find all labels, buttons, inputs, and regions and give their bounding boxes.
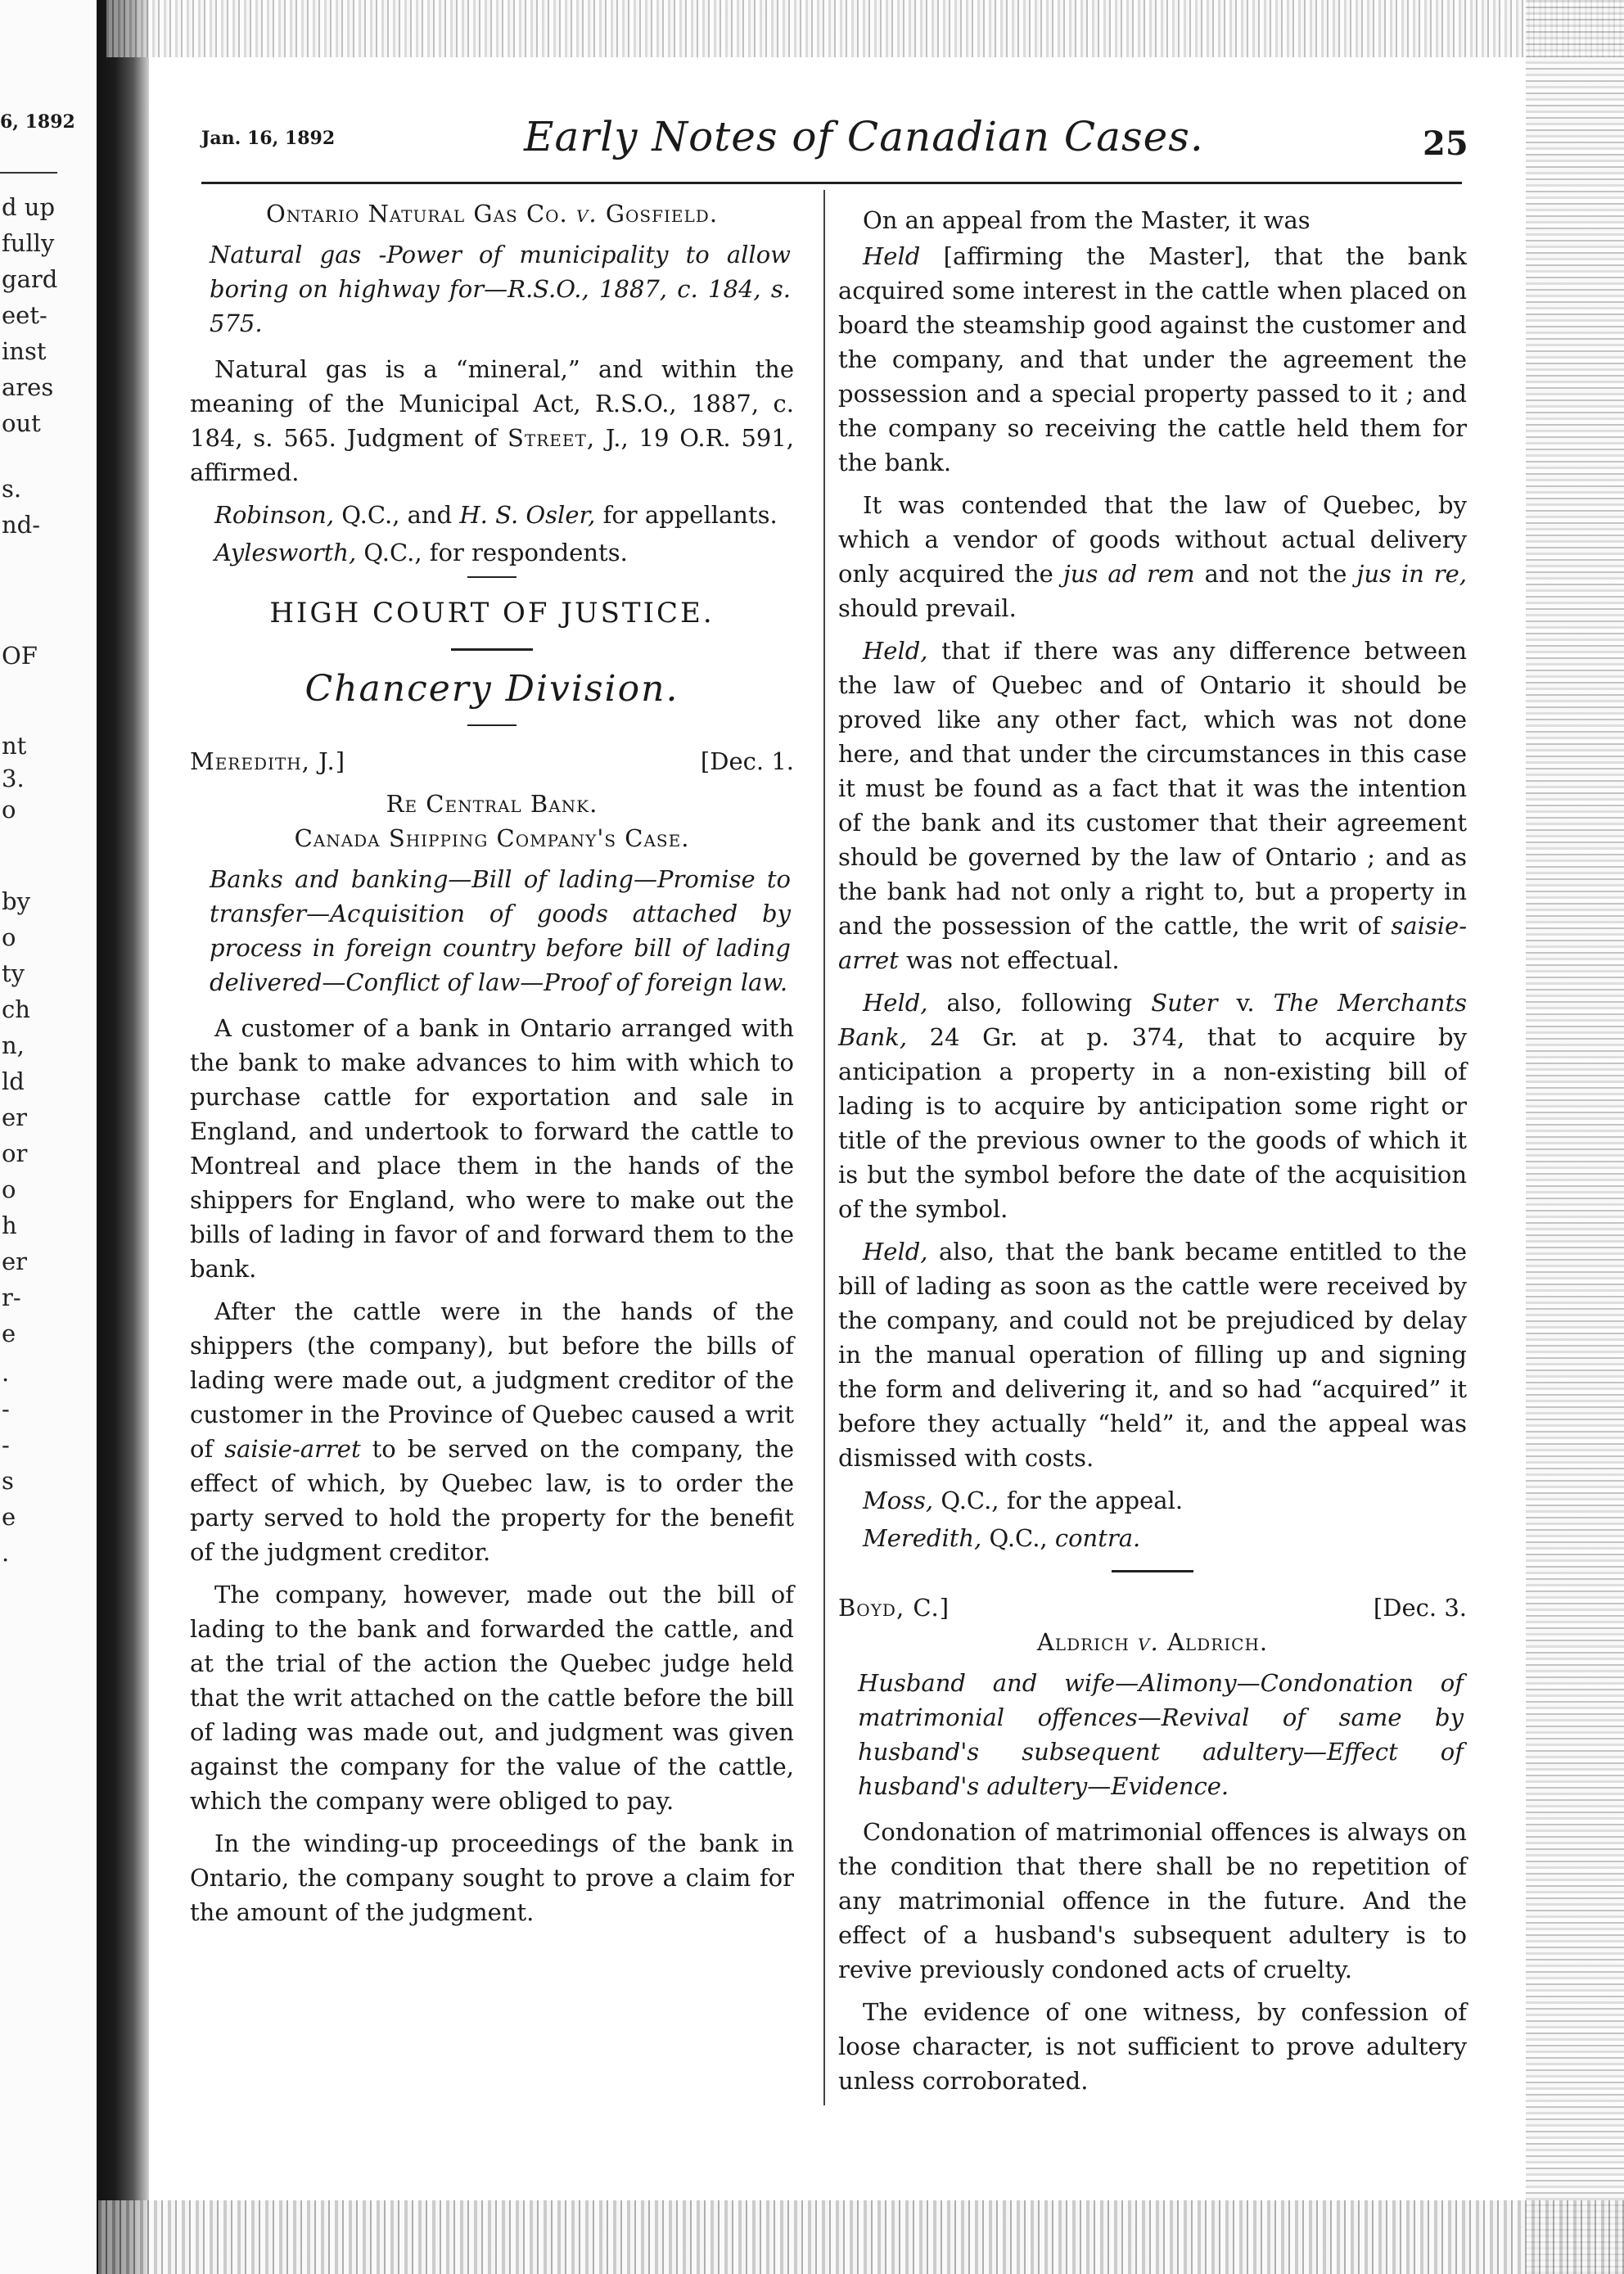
judge-name: Meredith, J.] [190, 747, 346, 775]
section-rule [1112, 1570, 1193, 1572]
section-rule [467, 724, 517, 726]
fragment-line: d up [2, 193, 56, 221]
fragment-line: e [2, 1503, 16, 1531]
decision-date: [Dec. 3. [1373, 1594, 1467, 1622]
issue-date: Jan. 16, 1892 [201, 128, 336, 149]
case-paragraph: It was contended that the law of Quebec, by which a vendor of goods without actual delivery only acquired the jus ad rem and not the jus in re, should prevail. [838, 491, 1468, 622]
fragment-line: r- [2, 1284, 21, 1311]
header-rule [201, 182, 1462, 184]
case-paragraph: In the winding-up proceedings of the bank in Ontario, the company sought to prove a claim for the amount of the judgment. [190, 1830, 794, 1926]
fragment-line: by [2, 887, 30, 915]
case-paragraph: After the cattle were in the hands of the shippers (the company), but before the bills of lading were made out, a judgment creditor of the customer in the Province of Quebec caused a writ of saisie-arret to be served on the company, the effect of which, by Quebec law, is to order the party served to hold the property for the benefit of the judgment creditor. [190, 1297, 795, 1566]
fragment-line: . [2, 1359, 10, 1387]
counsel-line: Robinson, Q.C., and H. S. Osler, for appellants. [214, 501, 778, 529]
fragment-line: o [2, 1175, 16, 1203]
fragment-line: ty [2, 959, 25, 987]
fragment-line: ch [2, 995, 30, 1023]
fragment-line: ares [2, 373, 54, 401]
fragment-line: h [2, 1211, 17, 1239]
fragment-line: n, [2, 1031, 25, 1059]
fragment-line: fully [2, 229, 55, 257]
case-paragraph: The evidence of one witness, by confession of loose character, is not sufficient to prove adultery unless corroborated. [838, 1998, 1467, 2095]
court-heading: HIGH COURT OF JUSTICE. [269, 597, 715, 629]
case-paragraph: Held [affirming the Master], that the bank acquired some interest in the cattle when placed on board the steamship good against the customer and the company, and that under the agreement the possession and a special property passed to it ; and the company so receiving the cattle held them for the bank. [838, 242, 1467, 476]
fragment-line: out [2, 409, 41, 437]
case-paragraph: The company, however, made out the bill of lading to the bank and forwarded the cattle, and at the trial of the action the Quebec judge held that the writ attached on the cattle before the bill of lading was made out, and judgment was given against the company for the value of the cattle, which the company were obliged to pay. [190, 1581, 794, 1815]
case-paragraph: Held, that if there was any difference between the law of Quebec and of Ontario it should be proved like any other fact, which was not done here, and that under the circumstances in this case it must be found as a fact that it was the intention of the bank and its customer that their agreement should be governed by the law of Ontario ; and as the bank had not only a right to, but a property in and the possession of the cattle, the writ of saisie-arret was not effectual. [838, 637, 1468, 974]
case-headnote: Natural gas -Power of municipality to allow boring on highway for—R.S.O., 1887, c. 184, s. 575. [210, 241, 791, 337]
case-paragraph: Natural gas is a “mineral,” and within the meaning of the Municipal Act, R.S.O., 1887, c. 184, s. 565. Judgment of Street, J., 19 O.R. 591, affirmed. [190, 355, 795, 486]
fragment-line: OF [2, 642, 38, 670]
fragment-line: e [2, 1320, 16, 1347]
fragment-line: or [2, 1139, 28, 1167]
case-headnote: Husband and wife—Alimony—Condonation of matrimonial offences—Revival of same by husband's subsequent adultery—Effect of husband's adultery—Evidence. [858, 1669, 1464, 1800]
section-rule [467, 576, 517, 578]
fragment-line: er [2, 1103, 28, 1131]
scan-noise-top [106, 0, 1624, 57]
fragment-line: nt [2, 732, 27, 760]
case-title: Re Central Bank. [386, 790, 598, 818]
fragment-line: inst [2, 337, 47, 365]
fragment-line: 3. [2, 765, 25, 792]
fragment-line: . [2, 1539, 10, 1567]
right-column [838, 203, 1467, 2106]
book-spine-shadow [97, 0, 149, 2274]
fragment-line: - [2, 1431, 10, 1459]
fragment-date: 6, 1892 [0, 111, 75, 133]
case-subtitle: Canada Shipping Company's Case. [294, 824, 690, 852]
case-title: Ontario Natural Gas Co. v. Gosfield. [265, 200, 719, 228]
fragment-rule [0, 172, 57, 174]
case-paragraph: Held, also, following Suter v. The Merchants Bank, 24 Gr. at p. 374, that to acquire by anticipation a property in a non-existing bill of lading is to acquire by anticipation some right or title of the previous owner to the goods of which it is but the symbol before the date of the acquisition of the symbol. [838, 989, 1468, 1223]
judge-name: Boyd, C.] [838, 1594, 950, 1622]
fragment-line: o [2, 923, 16, 951]
counsel-line: Moss, Q.C., for the appeal. [863, 1487, 1184, 1514]
column-divider [823, 190, 825, 2105]
fragment-line: nd- [2, 511, 41, 539]
decision-date: [Dec. 1. [700, 747, 794, 775]
counsel-line: Aylesworth, Q.C., for respondents. [214, 539, 628, 566]
running-title: Early Notes of Canadian Cases. [524, 113, 1204, 160]
case-title: Aldrich v. Aldrich. [1036, 1628, 1269, 1656]
scan-noise-bottom [98, 2200, 1624, 2274]
fragment-line: eet- [2, 301, 47, 329]
case-paragraph: On an appeal from the Master, it was [863, 206, 1310, 234]
judge-row [190, 744, 794, 778]
fragment-line: er [2, 1248, 28, 1275]
division-heading: Chancery Division. [304, 668, 679, 710]
fragment-line: gard [2, 265, 58, 293]
counsel-line: Meredith, Q.C., contra. [863, 1524, 1141, 1552]
fragment-line: s. [2, 475, 22, 503]
scan-noise-right [1526, 0, 1624, 2274]
fragment-line: ld [2, 1067, 25, 1095]
left-column [190, 196, 794, 1938]
fragment-line: o [2, 796, 16, 823]
fragment-line: s [2, 1467, 14, 1495]
case-paragraph: Condonation of matrimonial offences is always on the condition that there shall be no repetition of any matrimonial offence in the future. And the effect of a husband's subsequent adultery is to revive previously condoned acts of cruelty. [838, 1818, 1467, 1983]
case-paragraph: Held, also, that the bank became entitled to the bill of lading as soon as the cattle were received by the company, and could not be prejudiced by delay in the manual operation of filling up and signing the form and delivering it, and so had “acquired” it before they actually “held” it, and the appeal was dismissed with costs. [838, 1238, 1467, 1472]
fragment-line: - [2, 1395, 10, 1423]
section-rule [451, 648, 533, 651]
case-headnote: Banks and banking—Bill of lading—Promise to transfer—Acquisition of goods attached by process in foreign country before bill of lading delivered—Conflict of law—Proof of foreign law. [210, 865, 791, 996]
case-paragraph: A customer of a bank in Ontario arranged with the bank to make advances to him with which to purchase cattle for exportation and sale in England, and undertook to forward the cattle to Montreal and place them in the hands of the shippers for England, who were to make out the bills of lading in favor of and forward them to the bank. [190, 1014, 794, 1283]
judge-row [838, 1590, 1467, 1625]
page-number: 25 [1423, 124, 1468, 163]
